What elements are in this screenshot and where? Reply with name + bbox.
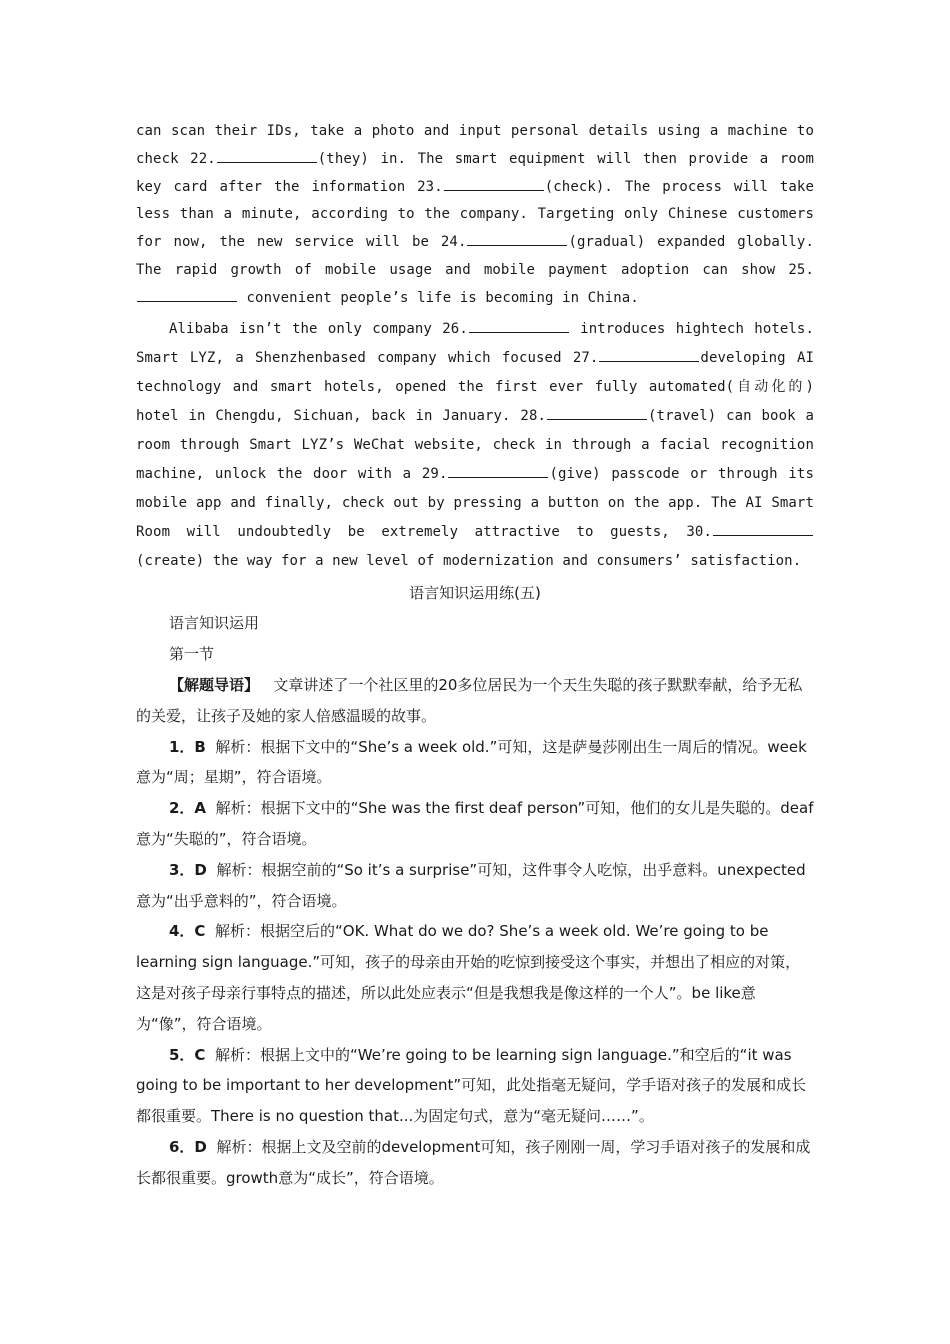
answer-blank-30 <box>713 523 813 536</box>
section-title: 语言知识运用练(五) <box>409 583 541 602</box>
answer-blank-22 <box>217 150 317 163</box>
passage-text: Alibaba isn’t the only company 26. <box>169 320 468 337</box>
passage-text: (gradual) expanded globally. The rapid growth of mobile usage and mobile payment adoption can show 25. <box>136 234 814 278</box>
answer-item <box>136 916 814 1039</box>
answer-number: 6．D <box>169 1137 207 1156</box>
passage-paragraph-1 <box>136 118 814 313</box>
document-page <box>136 118 814 1194</box>
passage-text: developing AI technology and smart hotels, opened the first ever fully automated(自动化的) hotel in Chengdu, Sichuan, back in January. 28. <box>136 349 814 424</box>
answer-blank-25 <box>137 289 237 302</box>
answer-explanation: 解析：根据上文及空前的development可知，孩子刚刚一周，学习手语对孩子的发展和成长都很重要。growth意为“成长”，符合语境。 <box>136 1137 811 1187</box>
passage-text: can scan their IDs, take a photo and input personal details using a machine to check 22. <box>136 123 814 167</box>
answer-number: 1．B <box>169 737 206 756</box>
guide-text: 文章讲述了一个社区里的20多位居民为一个天生失聪的孩子默默奉献，给予无私的关爱，让孩子及她的家人倍感温暖的故事。 <box>136 675 803 725</box>
answer-number: 2．A <box>169 799 207 818</box>
answer-item <box>136 1040 814 1132</box>
passage-text: (travel) can book a room through Smart LYZ’s WeChat website, check in through a facial recognition machine, unlock the door with a 29. <box>136 407 814 482</box>
section-subtitle: 语言知识运用 <box>169 614 260 633</box>
answer-item <box>136 1132 814 1194</box>
answer-blank-26 <box>469 320 569 333</box>
answer-blank-23 <box>444 178 544 191</box>
answer-item <box>136 793 814 855</box>
answer-number: 5．C <box>169 1045 206 1064</box>
passage-text: (create) the way for a new level of modernization and consumers’ satisfaction. <box>136 552 802 569</box>
answer-explanation: 解析：根据空后的“OK. What do we do? She’s a week old. We’re going to be learning sign language.”可知，孩子的母亲由开始的吃惊到接受这个事实，并想出了相应的对策，这是对孩子母亲行事特点的描述，所以此处应表示“但是我想我是像这样的一个人”。be like意为“像”，符合语境。 <box>136 922 801 1033</box>
answer-blank-27 <box>599 349 699 362</box>
passage-text: (give) passcode or through its mobile app and finally, check out by pressing a button on the app. The AI Smart Room will undoubtedly be extremely attractive to guests, 30. <box>136 465 814 540</box>
passage-text: (they) in. The smart equipment will then provide a room key card after the information 23. <box>136 150 814 195</box>
passage-paragraph-2 <box>136 315 814 576</box>
answer-item <box>136 855 814 917</box>
guide-paragraph <box>136 670 814 732</box>
answer-number: 4．C <box>169 922 206 941</box>
answer-explanation: 解析：根据空前的“So it’s a surprise”可知，这件事令人吃惊，出乎意料。unexpected意为“出乎意料的”，符合语境。 <box>136 860 806 910</box>
answer-blank-28 <box>547 407 647 420</box>
section-part: 第一节 <box>169 645 215 664</box>
answer-blank-24 <box>467 233 567 246</box>
answer-blank-29 <box>448 465 548 478</box>
answer-explanation: 解析：根据上文中的“We’re going to be learning sign language.”和空后的“it was going to be important to her development”可知，此处指毫无疑问，学手语对孩子的发展和成长都很重要。There is no question that...为固定句式，意为“毫无疑问……”。 <box>136 1045 807 1126</box>
answer-explanation: 解析：根据下文中的“She was the first deaf person”可知，他们的女儿是失聪的。deaf意为“失聪的”，符合语境。 <box>136 799 814 848</box>
passage-text: introduces hightech hotels. Smart LYZ, a Shenzhenbased company which focused 27. <box>136 320 814 366</box>
answer-item <box>136 732 814 794</box>
answer-number: 3．D <box>169 860 207 879</box>
passage-text: (check). The process will take less than a minute, according to the company. Targeting only Chinese customers for now, the new service will be 24. <box>136 178 814 251</box>
guide-label: 【解题导语】 <box>169 675 260 694</box>
answer-explanation: 解析：根据下文中的“She’s a week old.”可知，这是萨曼莎刚出生一周后的情况。week意为“周；星期”，符合语境。 <box>136 737 807 787</box>
passage-text: convenient people’s life is becoming in China. <box>238 289 639 306</box>
